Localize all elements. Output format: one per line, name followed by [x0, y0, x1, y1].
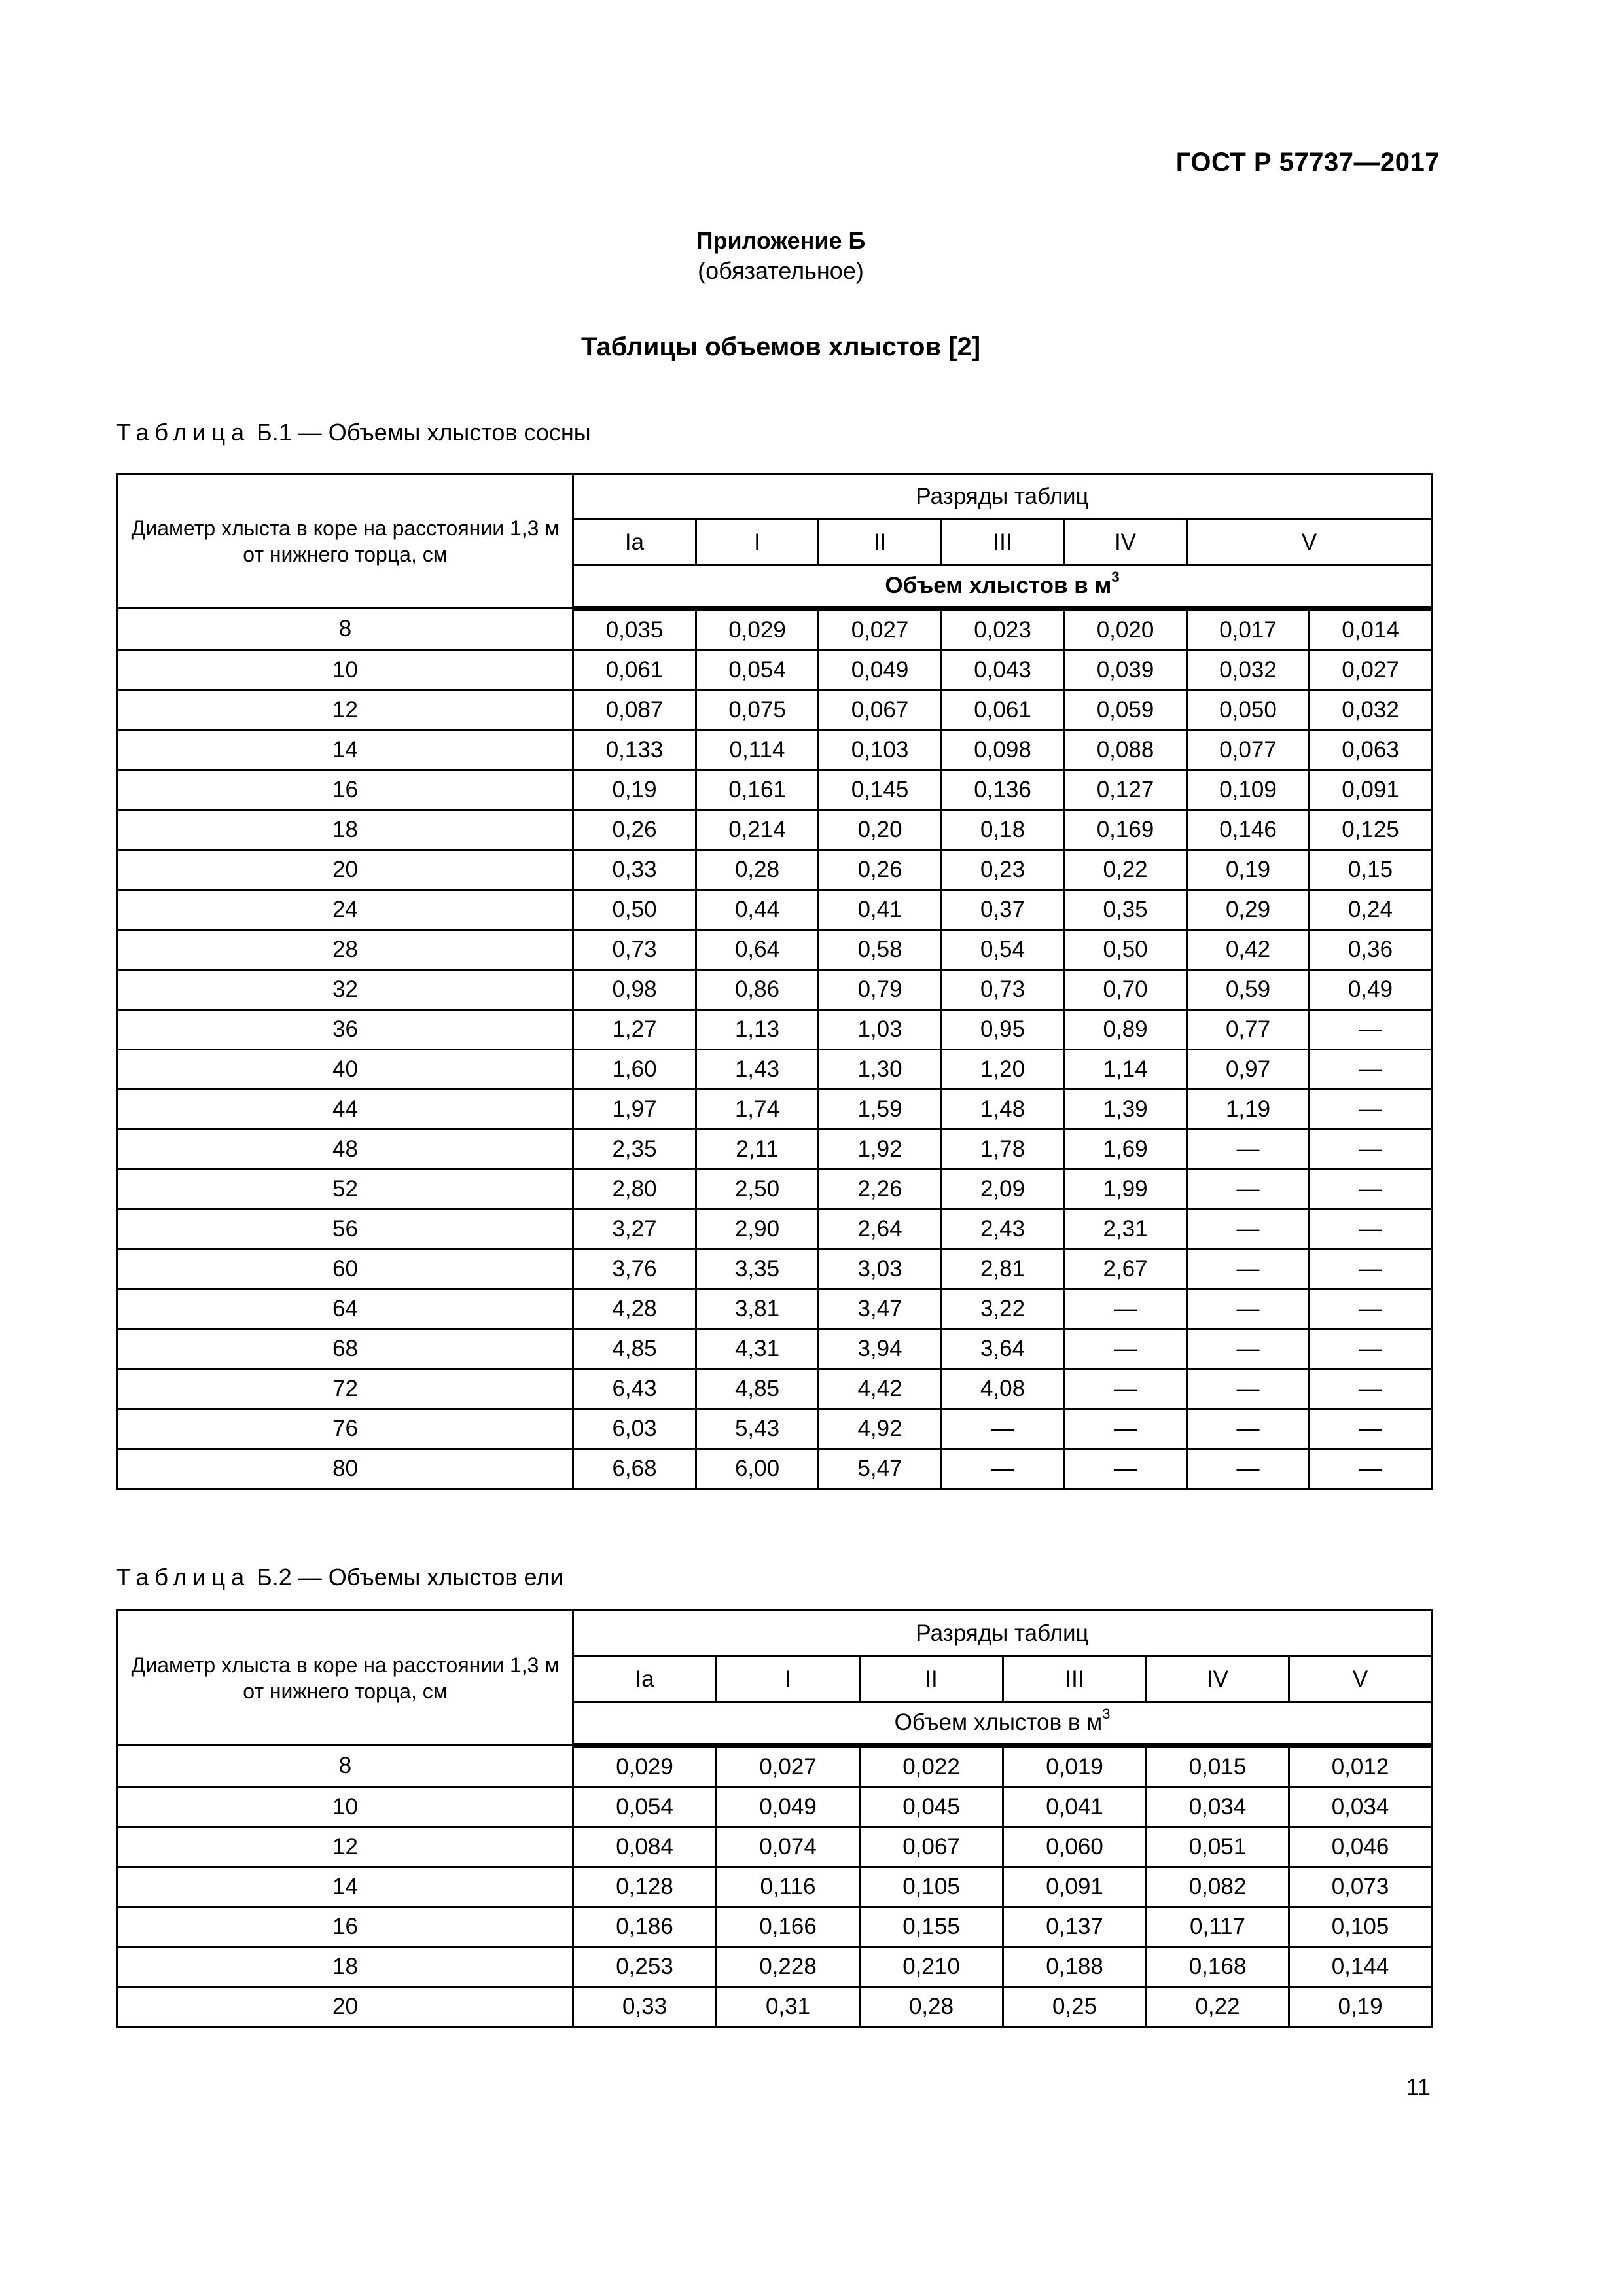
caption-text: Б.2 — Объемы хлыстов ели: [250, 1564, 563, 1590]
table-row: [118, 1289, 1432, 1329]
spruce-volume-table: [116, 1609, 1433, 2028]
volume-cell: —: [1310, 1169, 1432, 1209]
table-row: [118, 1169, 1432, 1209]
volume-cell: 0,86: [696, 969, 819, 1009]
volume-cell: 4,31: [696, 1329, 819, 1369]
volume-cell: 0,146: [1187, 810, 1310, 850]
volume-cell: —: [1187, 1129, 1310, 1169]
volume-cell: 0,127: [1064, 770, 1187, 810]
volume-cell: 0,168: [1147, 1946, 1289, 1986]
volume-cell: 1,92: [819, 1129, 942, 1169]
volume-cell: 0,253: [573, 1946, 717, 1986]
volume-cell: 0,084: [573, 1827, 717, 1867]
rank-header-0: Ia: [573, 520, 696, 565]
volume-cell: 0,54: [942, 929, 1064, 969]
volume-cell: 0,061: [942, 690, 1064, 730]
volume-cell: 0,145: [819, 770, 942, 810]
volume-cell: 4,42: [819, 1369, 942, 1408]
volume-cell: 4,92: [819, 1408, 942, 1448]
volume-cell: —: [1064, 1369, 1187, 1408]
volume-cell: 0,155: [860, 1907, 1003, 1946]
volume-cell: 5,43: [696, 1408, 819, 1448]
volume-cell: 0,059: [1064, 690, 1187, 730]
diameter-cell: 8: [118, 1746, 573, 1787]
table-row: [118, 650, 1432, 690]
table-row: [118, 1089, 1432, 1129]
diameter-cell: 12: [118, 690, 573, 730]
unit-superscript: 3: [1111, 569, 1120, 586]
volume-cell: 4,08: [942, 1369, 1064, 1408]
volume-cell: 3,81: [696, 1289, 819, 1329]
table-row: [118, 1907, 1432, 1946]
diameter-cell: 60: [118, 1249, 573, 1289]
diameter-cell: 48: [118, 1129, 573, 1169]
volume-cell: 0,054: [573, 1787, 717, 1827]
table-row: [118, 1369, 1432, 1408]
volume-cell: 0,19: [573, 770, 696, 810]
diameter-cell: 40: [118, 1049, 573, 1089]
volume-cell: 3,03: [819, 1249, 942, 1289]
volume-cell: 0,091: [1310, 770, 1432, 810]
volume-cell: 0,023: [942, 609, 1064, 651]
volume-cell: —: [1187, 1369, 1310, 1408]
volume-cell: 4,28: [573, 1289, 696, 1329]
volume-cell: 3,35: [696, 1249, 819, 1289]
volume-cell: 0,29: [1187, 889, 1310, 929]
table-row: [118, 770, 1432, 810]
volume-cell: 0,33: [573, 1986, 717, 2026]
volume-cell: —: [1064, 1329, 1187, 1369]
rank-header-3: III: [942, 520, 1064, 565]
volume-cell: 0,075: [696, 690, 819, 730]
volume-cell: 2,80: [573, 1169, 696, 1209]
diameter-cell: 32: [118, 969, 573, 1009]
volume-cell: 0,70: [1064, 969, 1187, 1009]
table-row: [118, 609, 1432, 651]
volume-cell: 0,36: [1310, 929, 1432, 969]
volume-cell: —: [1064, 1289, 1187, 1329]
volume-cell: 6,43: [573, 1369, 696, 1408]
volume-cell: 0,33: [573, 850, 696, 889]
volume-cell: 0,032: [1310, 690, 1432, 730]
volume-cell: 0,97: [1187, 1049, 1310, 1089]
volume-cell: 0,95: [942, 1009, 1064, 1049]
volume-cell: 0,73: [573, 929, 696, 969]
unit-label: Объем хлыстов в м: [894, 1710, 1103, 1736]
volume-cell: 2,43: [942, 1209, 1064, 1249]
volume-cell: —: [1310, 1089, 1432, 1129]
rank-header-1: I: [717, 1657, 860, 1702]
rank-header-2: II: [819, 520, 942, 565]
document-code: ГОСТ Р 57737—2017: [1175, 148, 1440, 177]
volume-cell: 0,89: [1064, 1009, 1187, 1049]
volume-cell: 5,47: [819, 1448, 942, 1488]
caption-prefix: Таблица: [116, 419, 251, 446]
diameter-cell: 20: [118, 1986, 573, 2026]
volume-cell: 0,26: [573, 810, 696, 850]
volume-cell: 0,014: [1310, 609, 1432, 651]
volume-cell: 0,64: [696, 929, 819, 969]
volume-cell: 1,74: [696, 1089, 819, 1129]
volume-cell: 0,034: [1289, 1787, 1432, 1827]
volume-cell: 0,73: [942, 969, 1064, 1009]
rank-header-5: V: [1289, 1657, 1432, 1702]
volume-cell: 0,015: [1147, 1746, 1289, 1787]
volume-cell: 0,44: [696, 889, 819, 929]
diameter-cell: 56: [118, 1209, 573, 1249]
table-row: [118, 1986, 1432, 2026]
volume-cell: 3,22: [942, 1289, 1064, 1329]
volume-cell: 0,133: [573, 730, 696, 770]
volume-cell: 0,043: [942, 650, 1064, 690]
volume-cell: 1,19: [1187, 1089, 1310, 1129]
volume-cell: 2,64: [819, 1209, 942, 1249]
volume-cell: 0,034: [1147, 1787, 1289, 1827]
volume-cell: 2,90: [696, 1209, 819, 1249]
volume-cell: 0,116: [717, 1867, 860, 1907]
appendix-title: Приложение Б: [696, 227, 866, 254]
volume-cell: 0,032: [1187, 650, 1310, 690]
table-row: [118, 1129, 1432, 1169]
volume-cell: 2,67: [1064, 1249, 1187, 1289]
table-row: [118, 1448, 1432, 1488]
volume-cell: 0,073: [1289, 1867, 1432, 1907]
volume-cell: 0,029: [696, 609, 819, 651]
diameter-cell: 80: [118, 1448, 573, 1488]
volume-cell: 0,060: [1003, 1827, 1147, 1867]
volume-cell: 6,00: [696, 1448, 819, 1488]
volume-cell: 0,24: [1310, 889, 1432, 929]
volume-cell: —: [1310, 1009, 1432, 1049]
volume-cell: 0,166: [717, 1907, 860, 1946]
volume-cell: 0,046: [1289, 1827, 1432, 1867]
appendix-heading: [0, 226, 1561, 286]
unit-header: [573, 565, 1432, 609]
volume-cell: 0,15: [1310, 850, 1432, 889]
table-row: [118, 1329, 1432, 1369]
volume-cell: 0,082: [1147, 1867, 1289, 1907]
table-row: [118, 1867, 1432, 1907]
volume-cell: 0,049: [717, 1787, 860, 1827]
volume-cell: 2,50: [696, 1169, 819, 1209]
table-row: [118, 1209, 1432, 1249]
table-row: [118, 1746, 1432, 1787]
volume-cell: 0,091: [1003, 1867, 1147, 1907]
table-row: [118, 1946, 1432, 1986]
diameter-cell: 16: [118, 770, 573, 810]
rank-header-4: IV: [1147, 1657, 1289, 1702]
diameter-cell: 64: [118, 1289, 573, 1329]
volume-cell: 0,161: [696, 770, 819, 810]
volume-cell: —: [1187, 1169, 1310, 1209]
volume-cell: 1,99: [1064, 1169, 1187, 1209]
rank-header-4: IV: [1064, 520, 1187, 565]
table-row: [118, 969, 1432, 1009]
volume-cell: —: [1310, 1209, 1432, 1249]
volume-cell: 1,30: [819, 1049, 942, 1089]
diameter-cell: 16: [118, 1907, 573, 1946]
diameter-cell: 14: [118, 730, 573, 770]
table-row: [118, 1009, 1432, 1049]
volume-cell: 0,144: [1289, 1946, 1432, 1986]
volume-cell: 0,019: [1003, 1746, 1147, 1787]
diameter-cell: 76: [118, 1408, 573, 1448]
volume-cell: —: [1187, 1249, 1310, 1289]
volume-cell: 0,58: [819, 929, 942, 969]
volume-cell: 0,20: [819, 810, 942, 850]
table-row: [118, 889, 1432, 929]
volume-cell: —: [1310, 1408, 1432, 1448]
volume-cell: 0,098: [942, 730, 1064, 770]
rank-header-1: I: [696, 520, 819, 565]
volume-cell: 0,25: [1003, 1986, 1147, 2026]
rank-header-2: II: [860, 1657, 1003, 1702]
diameter-cell: 10: [118, 650, 573, 690]
volume-cell: 1,27: [573, 1009, 696, 1049]
volume-cell: —: [1187, 1289, 1310, 1329]
volume-cell: —: [1310, 1448, 1432, 1488]
diameter-cell: 12: [118, 1827, 573, 1867]
volume-cell: 2,31: [1064, 1209, 1187, 1249]
volume-cell: 0,067: [860, 1827, 1003, 1867]
rank-header-3: III: [1003, 1657, 1147, 1702]
section-title: Таблицы объемов хлыстов [2]: [580, 332, 981, 361]
volume-cell: 0,105: [1289, 1907, 1432, 1946]
volume-cell: 0,42: [1187, 929, 1310, 969]
volume-cell: 0,088: [1064, 730, 1187, 770]
diameter-cell: 72: [118, 1369, 573, 1408]
volume-cell: 0,169: [1064, 810, 1187, 850]
diameter-cell: 8: [118, 609, 573, 651]
volume-cell: 0,136: [942, 770, 1064, 810]
volume-cell: 1,69: [1064, 1129, 1187, 1169]
volume-cell: 0,35: [1064, 889, 1187, 929]
diameter-cell: 18: [118, 1946, 573, 1986]
volume-cell: 3,64: [942, 1329, 1064, 1369]
volume-cell: 3,27: [573, 1209, 696, 1249]
table-row: [118, 1787, 1432, 1827]
volume-cell: —: [1187, 1329, 1310, 1369]
diameter-cell: 24: [118, 889, 573, 929]
ranks-group-header: Разряды таблиц: [573, 1611, 1432, 1657]
volume-cell: 0,061: [573, 650, 696, 690]
volume-cell: 0,020: [1064, 609, 1187, 651]
table-row: [118, 1408, 1432, 1448]
volume-cell: 0,027: [1310, 650, 1432, 690]
unit-label: Объем хлыстов в м: [885, 573, 1112, 599]
volume-cell: 6,68: [573, 1448, 696, 1488]
volume-cell: 0,77: [1187, 1009, 1310, 1049]
volume-cell: 3,76: [573, 1249, 696, 1289]
table-caption-2: [116, 1564, 563, 1591]
pine-volume-table: [116, 473, 1433, 1490]
volume-cell: —: [1187, 1448, 1310, 1488]
diameter-cell: 36: [118, 1009, 573, 1049]
diameter-cell: 52: [118, 1169, 573, 1209]
table-row: [118, 730, 1432, 770]
volume-cell: —: [1310, 1369, 1432, 1408]
volume-cell: 0,067: [819, 690, 942, 730]
volume-cell: 0,117: [1147, 1907, 1289, 1946]
volume-cell: 0,077: [1187, 730, 1310, 770]
volume-cell: 4,85: [696, 1369, 819, 1408]
volume-cell: 0,045: [860, 1787, 1003, 1827]
volume-cell: 0,98: [573, 969, 696, 1009]
volume-cell: 0,027: [717, 1746, 860, 1787]
volume-cell: 0,029: [573, 1746, 717, 1787]
rank-header-5: V: [1187, 520, 1432, 565]
volume-cell: 0,035: [573, 609, 696, 651]
volume-cell: 0,19: [1289, 1986, 1432, 2026]
volume-cell: —: [1064, 1448, 1187, 1488]
volume-cell: 0,039: [1064, 650, 1187, 690]
volume-cell: 1,14: [1064, 1049, 1187, 1089]
volume-cell: 0,188: [1003, 1946, 1147, 1986]
volume-cell: 0,050: [1187, 690, 1310, 730]
volume-cell: 1,20: [942, 1049, 1064, 1089]
volume-cell: 0,012: [1289, 1746, 1432, 1787]
unit-superscript: 3: [1102, 1706, 1111, 1723]
unit-header: [573, 1702, 1432, 1746]
table-row: [118, 810, 1432, 850]
volume-cell: 0,063: [1310, 730, 1432, 770]
table-row: [118, 1827, 1432, 1867]
volume-cell: 4,85: [573, 1329, 696, 1369]
volume-cell: 0,23: [942, 850, 1064, 889]
volume-cell: —: [1310, 1329, 1432, 1369]
diameter-cell: 10: [118, 1787, 573, 1827]
appendix-status: (обязательное): [698, 257, 864, 284]
volume-cell: 1,59: [819, 1089, 942, 1129]
volume-cell: 0,41: [819, 889, 942, 929]
caption-text: Б.1 — Объемы хлыстов сосны: [250, 419, 591, 446]
volume-cell: 1,97: [573, 1089, 696, 1129]
volume-cell: 2,11: [696, 1129, 819, 1169]
diameter-cell: 20: [118, 850, 573, 889]
volume-cell: 0,114: [696, 730, 819, 770]
volume-cell: 0,109: [1187, 770, 1310, 810]
diameter-header: Диаметр хлыста в коре на расстоянии 1,3 м от нижнего торца, см: [118, 474, 573, 609]
volume-cell: 2,35: [573, 1129, 696, 1169]
volume-cell: 1,48: [942, 1089, 1064, 1129]
volume-cell: 0,214: [696, 810, 819, 850]
volume-cell: 0,128: [573, 1867, 717, 1907]
rank-header-0: Ia: [573, 1657, 717, 1702]
volume-cell: 2,09: [942, 1169, 1064, 1209]
volume-cell: 0,28: [696, 850, 819, 889]
volume-cell: 0,22: [1064, 850, 1187, 889]
volume-cell: 0,074: [717, 1827, 860, 1867]
volume-cell: 0,31: [717, 1986, 860, 2026]
volume-cell: 0,50: [573, 889, 696, 929]
volume-cell: 0,186: [573, 1907, 717, 1946]
table-row: [118, 690, 1432, 730]
table-row: [118, 1049, 1432, 1089]
diameter-cell: 14: [118, 1867, 573, 1907]
volume-cell: 1,03: [819, 1009, 942, 1049]
diameter-header: Диаметр хлыста в коре на расстоянии 1,3 м от нижнего торца, см: [118, 1611, 573, 1746]
volume-cell: —: [1310, 1249, 1432, 1289]
volume-cell: 0,137: [1003, 1907, 1147, 1946]
volume-cell: —: [1187, 1408, 1310, 1448]
volume-cell: 0,051: [1147, 1827, 1289, 1867]
volume-cell: 0,125: [1310, 810, 1432, 850]
volume-cell: 0,49: [1310, 969, 1432, 1009]
volume-cell: —: [942, 1448, 1064, 1488]
diameter-cell: 68: [118, 1329, 573, 1369]
caption-prefix: Таблица: [116, 1564, 251, 1590]
table-caption-1: [116, 419, 591, 446]
volume-cell: 0,37: [942, 889, 1064, 929]
volume-cell: —: [1310, 1289, 1432, 1329]
volume-cell: 0,50: [1064, 929, 1187, 969]
volume-cell: 2,81: [942, 1249, 1064, 1289]
volume-cell: 0,19: [1187, 850, 1310, 889]
volume-cell: 3,94: [819, 1329, 942, 1369]
volume-cell: 0,28: [860, 1986, 1003, 2026]
volume-cell: 6,03: [573, 1408, 696, 1448]
volume-cell: 1,43: [696, 1049, 819, 1089]
volume-cell: —: [1310, 1129, 1432, 1169]
volume-cell: 1,78: [942, 1129, 1064, 1169]
volume-cell: —: [1310, 1049, 1432, 1089]
volume-cell: 0,59: [1187, 969, 1310, 1009]
volume-cell: 1,13: [696, 1009, 819, 1049]
diameter-cell: 18: [118, 810, 573, 850]
volume-cell: 0,054: [696, 650, 819, 690]
volume-cell: 1,60: [573, 1049, 696, 1089]
volume-cell: 2,26: [819, 1169, 942, 1209]
volume-cell: 0,017: [1187, 609, 1310, 651]
volume-cell: 1,39: [1064, 1089, 1187, 1129]
volume-cell: 0,027: [819, 609, 942, 651]
volume-cell: —: [1187, 1209, 1310, 1249]
volume-cell: 0,105: [860, 1867, 1003, 1907]
volume-cell: 0,228: [717, 1946, 860, 1986]
volume-cell: 0,26: [819, 850, 942, 889]
volume-cell: 0,210: [860, 1946, 1003, 1986]
volume-cell: 0,041: [1003, 1787, 1147, 1827]
volume-cell: 0,18: [942, 810, 1064, 850]
volume-cell: 0,087: [573, 690, 696, 730]
table-row: [118, 929, 1432, 969]
volume-cell: 0,103: [819, 730, 942, 770]
volume-cell: —: [1064, 1408, 1187, 1448]
table-row: [118, 1249, 1432, 1289]
volume-cell: 0,049: [819, 650, 942, 690]
volume-cell: 0,79: [819, 969, 942, 1009]
ranks-group-header: Разряды таблиц: [573, 474, 1432, 520]
diameter-cell: 44: [118, 1089, 573, 1129]
volume-cell: 0,022: [860, 1746, 1003, 1787]
volume-cell: 3,47: [819, 1289, 942, 1329]
diameter-cell: 28: [118, 929, 573, 969]
volume-cell: —: [942, 1408, 1064, 1448]
table-row: [118, 850, 1432, 889]
volume-cell: 0,22: [1147, 1986, 1289, 2026]
page-number: 11: [1406, 2073, 1431, 2100]
